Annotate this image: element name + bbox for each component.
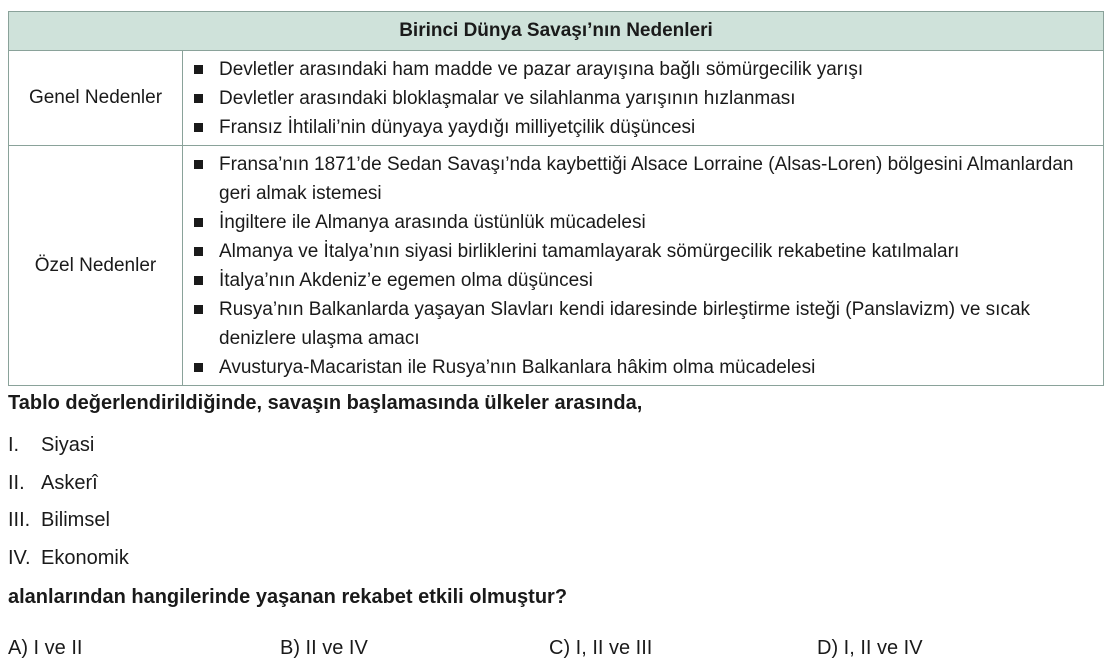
list-item	[191, 84, 1095, 113]
option-text: Bilimsel	[41, 509, 110, 531]
table-title: Birinci Dünya Savaşı’nın Nedenleri	[9, 12, 1104, 51]
list-item-text: İtalya’nın Akdeniz’e egemen olma düşüncesi	[219, 270, 593, 291]
option-number: I.	[8, 434, 20, 456]
list-item	[191, 208, 1095, 237]
roman-option	[8, 428, 129, 466]
list-item-text: İngiltere ile Almanya arasında üstünlük mücadelesi	[219, 212, 646, 233]
list-item-text: Devletler arasındaki ham madde ve pazar arayışına bağlı sömürgecilik yarışı	[219, 59, 864, 80]
roman-option	[8, 541, 129, 579]
list-item-text: Fransız İhtilali’nin dünyaya yaydığı milliyetçilik düşüncesi	[219, 117, 696, 138]
specific-causes-list	[191, 150, 1095, 382]
question-prompt: alanlarından hangilerinde yaşanan rekabet etkili olmuştur?	[8, 586, 568, 608]
table-title-row	[9, 12, 1104, 51]
row-label-specific: Özel Nedenler	[9, 146, 183, 386]
option-number: IV.	[8, 546, 31, 569]
bullet-square-icon	[194, 305, 203, 314]
answer-choice-b[interactable]: B) II ve IV	[280, 637, 368, 659]
list-item	[191, 237, 1095, 266]
list-item	[191, 113, 1095, 142]
bullet-square-icon	[194, 247, 203, 256]
list-item-text: Devletler arasındaki bloklaşmalar ve silahlanma yarışının hızlanması	[219, 88, 796, 109]
option-text: Siyasi	[41, 434, 95, 456]
bullet-square-icon	[194, 65, 203, 74]
general-causes-list	[191, 55, 1095, 142]
list-item-text: Almanya ve İtalya’nın siyasi birliklerini tamamlayarak sömürgecilik rekabetine katılmaları	[219, 241, 960, 262]
row-items-specific	[183, 146, 1104, 386]
bullet-square-icon	[194, 123, 203, 132]
answer-choice-d[interactable]: D) I, II ve IV	[817, 637, 923, 659]
list-item	[191, 55, 1095, 84]
list-item	[191, 353, 1095, 382]
list-item-text: Fransa’nın 1871’de Sedan Savaşı’nda kaybettiği Alsace Lorraine (Alsas-Loren) bölgesini Almanlardan geri almak istemesi	[219, 154, 1074, 204]
row-items-general	[183, 51, 1104, 146]
table-row-general	[9, 51, 1104, 146]
option-text: Ekonomik	[41, 546, 129, 569]
roman-option	[8, 466, 129, 504]
causes-table	[8, 11, 1104, 386]
bullet-square-icon	[194, 276, 203, 285]
list-item-text: Rusya’nın Balkanlarda yaşayan Slavları kendi idaresinde birleştirme isteği (Panslavizm) ve sıcak denizlere ulaşma amacı	[219, 299, 1031, 349]
option-number: II.	[8, 471, 25, 494]
roman-options-list	[8, 428, 129, 578]
list-item-text: Avusturya-Macaristan ile Rusya’nın Balkanlara hâkim olma mücadelesi	[219, 357, 816, 378]
answer-choice-c[interactable]: C) I, II ve III	[549, 637, 653, 659]
option-number: III.	[8, 509, 31, 531]
table-row-specific	[9, 146, 1104, 386]
bullet-square-icon	[194, 218, 203, 227]
bullet-square-icon	[194, 94, 203, 103]
list-item	[191, 266, 1095, 295]
question-stem: Tablo değerlendirildiğinde, savaşın başlamasında ülkeler arasında,	[8, 392, 643, 414]
option-text: Askerî	[41, 471, 98, 494]
row-label-general: Genel Nedenler	[9, 51, 183, 146]
list-item	[191, 150, 1095, 208]
bullet-square-icon	[194, 160, 203, 169]
roman-option	[8, 503, 129, 541]
list-item	[191, 295, 1095, 353]
bullet-square-icon	[194, 363, 203, 372]
answer-choice-a[interactable]: A) I ve II	[8, 637, 83, 659]
